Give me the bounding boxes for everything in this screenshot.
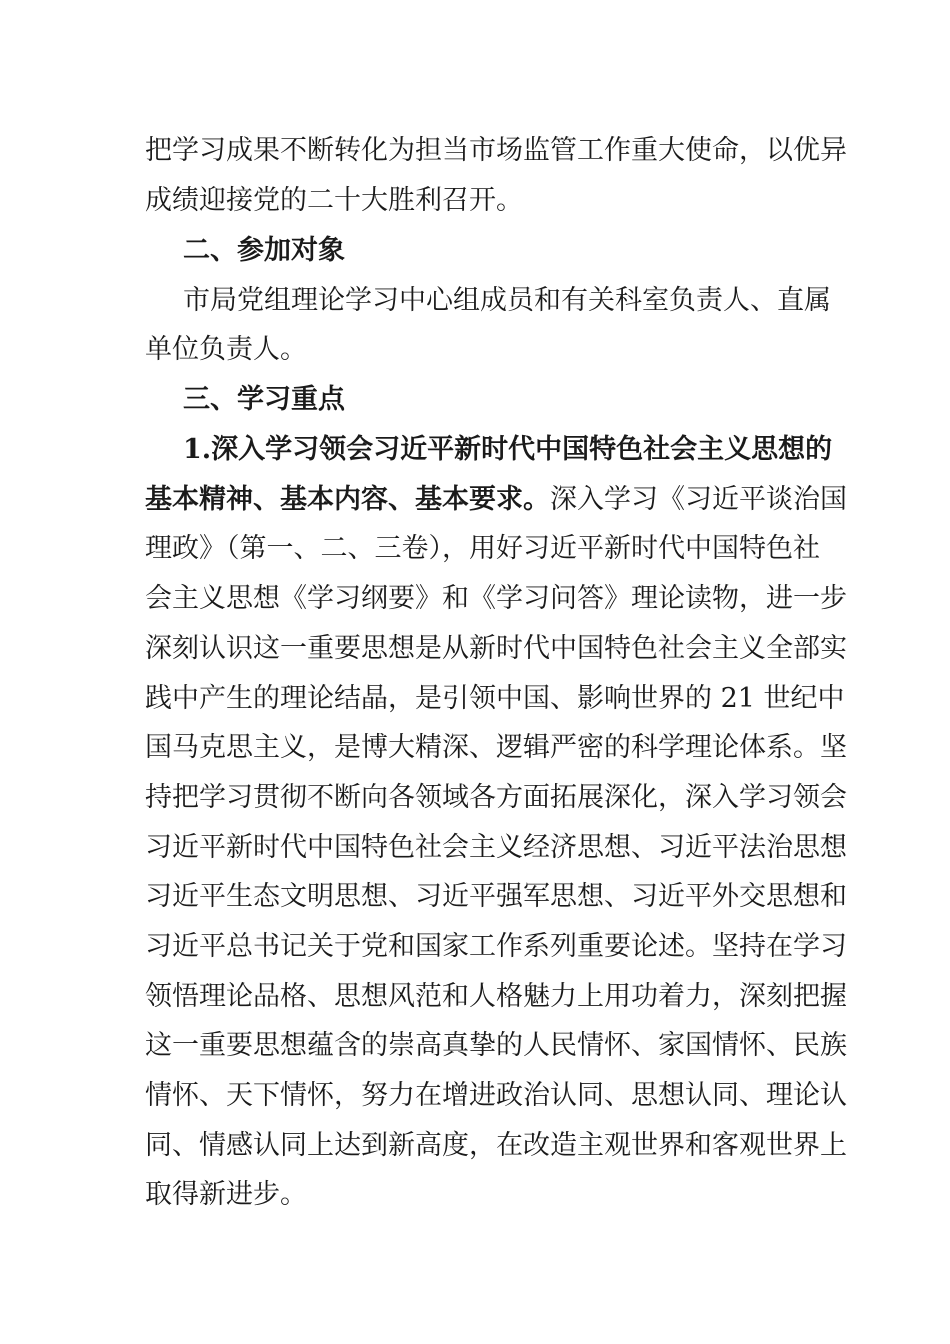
paragraph-line: 情怀、天下情怀，努力在增进政治认同、思想认同、理论认 — [145, 1080, 847, 1111]
subheading-text: 基本精神、基本内容、基本要求。 — [145, 484, 550, 515]
paragraph-line: 领悟理论品格、思想风范和人格魅力上用功着力，深刻把握 — [145, 981, 847, 1012]
paragraph-line: 把学习成果不断转化为担当市场监管工作重大使命，以优异 — [145, 135, 847, 166]
paragraph-line: 取得新进步。 — [145, 1179, 307, 1210]
paragraph-line: 习近平新时代中国特色社会主义经济思想、习近平法治思想 — [145, 832, 847, 863]
paragraph-line: 习近平生态文明思想、习近平强军思想、习近平外交思想和 — [145, 881, 847, 912]
paragraph-line: 习近平总书记关于党和国家工作系列重要论述。坚持在学习 — [145, 931, 847, 962]
paragraph-line: 持把学习贯彻不断向各领域各方面拓展深化，深入学习领会 — [145, 782, 847, 813]
paragraph-line: 单位负责人。 — [145, 334, 307, 365]
paragraph-line: 会主义思想《学习纲要》和《学习问答》理论读物，进一步 — [145, 583, 847, 614]
paragraph-line: 深刻认识这一重要思想是从新时代中国特色社会主义全部实 — [145, 633, 847, 664]
paragraph-text: 深入学习《习近平谈治国 — [550, 484, 847, 515]
paragraph-line: 理政》（第一、二、三卷），用好习近平新时代中国特色社 — [145, 533, 820, 564]
section-heading-participants: 二、参加对象 — [183, 235, 345, 266]
paragraph-line — [145, 480, 847, 520]
paragraph-line: 这一重要思想蕴含的崇高真挚的人民情怀、家国情怀、民族 — [145, 1030, 847, 1061]
paragraph-line: 践中产生的理论结晶，是引领中国、影响世界的 21 世纪中 — [145, 683, 845, 714]
paragraph-line: 国马克思主义，是博大精深、逻辑严密的科学理论体系。坚 — [145, 732, 847, 763]
section-heading-focus: 三、学习重点 — [183, 384, 345, 415]
paragraph-line: 市局党组理论学习中心组成员和有关科室负责人、直属 — [183, 285, 831, 316]
paragraph-line: 同、情感认同上达到新高度，在改造主观世界和客观世界上 — [145, 1130, 847, 1161]
paragraph-line: 成绩迎接党的二十大胜利召开。 — [145, 185, 523, 216]
subheading-line: 1.深入学习领会习近平新时代中国特色社会主义思想的 — [183, 434, 833, 465]
